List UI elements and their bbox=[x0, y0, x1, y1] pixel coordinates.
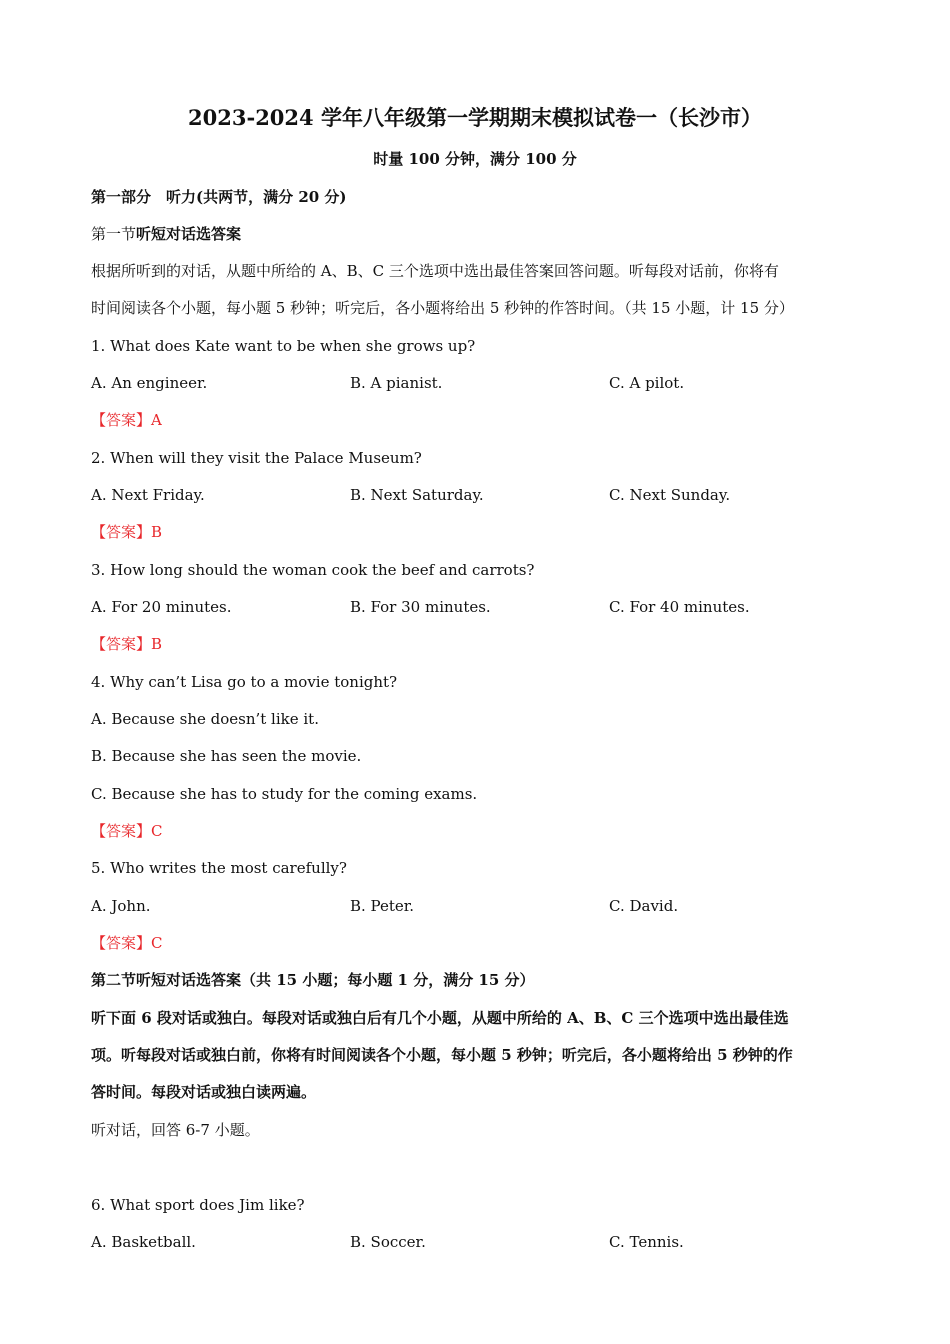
option-c: C. David. bbox=[609, 897, 679, 915]
option-a: A. Because she doesn’t like it. bbox=[91, 710, 319, 728]
exam-subtitle: 时量 100 分钟，满分 100 分 bbox=[373, 150, 577, 168]
option-a: A. Basketball. bbox=[91, 1233, 196, 1251]
section1-title: 听短对话选答案 bbox=[136, 225, 242, 243]
option-a: A. An engineer. bbox=[91, 374, 208, 392]
option-b: B. Peter. bbox=[350, 897, 415, 915]
section1-instructions-line2: 时间阅读各个小题，每小题 5 秒钟；听完后，各小题将给出 5 秒钟的作答时间。（共 15 小题，计 15 分） bbox=[91, 299, 794, 317]
option-b: B. A pianist. bbox=[350, 374, 443, 392]
option-b: B. For 30 minutes. bbox=[350, 598, 491, 616]
option-c: C. Because she has to study for the coming exams. bbox=[91, 785, 478, 803]
question-stem: 5. Who writes the most carefully? bbox=[91, 859, 347, 877]
question-stem: 3. How long should the woman cook the beef and carrots? bbox=[91, 561, 535, 579]
answer-label: 【答案】B bbox=[91, 635, 163, 653]
section2-heading: 第二节听短对话选答案（共 15 小题；每小题 1 分，满分 15 分） bbox=[91, 971, 535, 989]
option-c: C. A pilot. bbox=[609, 374, 685, 392]
section2-instructions-line3: 答时间。每段对话或独白读两遍。 bbox=[91, 1083, 317, 1101]
answer-label: 【答案】B bbox=[91, 523, 163, 541]
option-c: C. Tennis. bbox=[609, 1233, 684, 1251]
question-stem: 4. Why can’t Lisa go to a movie tonight? bbox=[91, 673, 398, 691]
option-b: B. Next Saturday. bbox=[350, 486, 484, 504]
option-b: B. Soccer. bbox=[350, 1233, 426, 1251]
section2-instructions-line1: 听下面 6 段对话或独白。每段对话或独白后有几个小题，从题中所给的 A、B、C 三个选项中选出最佳选 bbox=[91, 1009, 789, 1027]
section1-instructions-line1: 根据所听到的对话，从题中所给的 A、B、C 三个选项中选出最佳答案回答问题。听每段对话前，你将有 bbox=[91, 262, 779, 280]
part1-heading: 第一部分 听力(共两节，满分 20 分) bbox=[91, 188, 347, 206]
section1-prefix: 第一节 bbox=[91, 225, 137, 243]
section2-instructions-line2: 项。听每段对话或独白前，你将有时间阅读各个小题，每小题 5 秒钟；听完后，各小题将给出 5 秒钟的作 bbox=[91, 1046, 793, 1064]
exam-title: 2023-2024 学年八年级第一学期期末模拟试卷一（长沙市） bbox=[188, 105, 762, 130]
answer-label: 【答案】C bbox=[91, 934, 163, 952]
section1-heading bbox=[91, 224, 241, 244]
dialogue-group-intro: 听对话，回答 6-7 小题。 bbox=[91, 1121, 260, 1139]
question-stem: 2. When will they visit the Palace Museum? bbox=[91, 449, 422, 467]
option-a: A. For 20 minutes. bbox=[91, 598, 232, 616]
question-stem: 1. What does Kate want to be when she grows up? bbox=[91, 337, 476, 355]
answer-label: 【答案】A bbox=[91, 411, 162, 429]
question-stem: 6. What sport does Jim like? bbox=[91, 1196, 305, 1214]
option-c: C. Next Sunday. bbox=[609, 486, 731, 504]
option-b: B. Because she has seen the movie. bbox=[91, 747, 362, 765]
answer-label: 【答案】C bbox=[91, 822, 163, 840]
option-c: C. For 40 minutes. bbox=[609, 598, 750, 616]
option-a: A. Next Friday. bbox=[91, 486, 205, 504]
option-a: A. John. bbox=[91, 897, 151, 915]
